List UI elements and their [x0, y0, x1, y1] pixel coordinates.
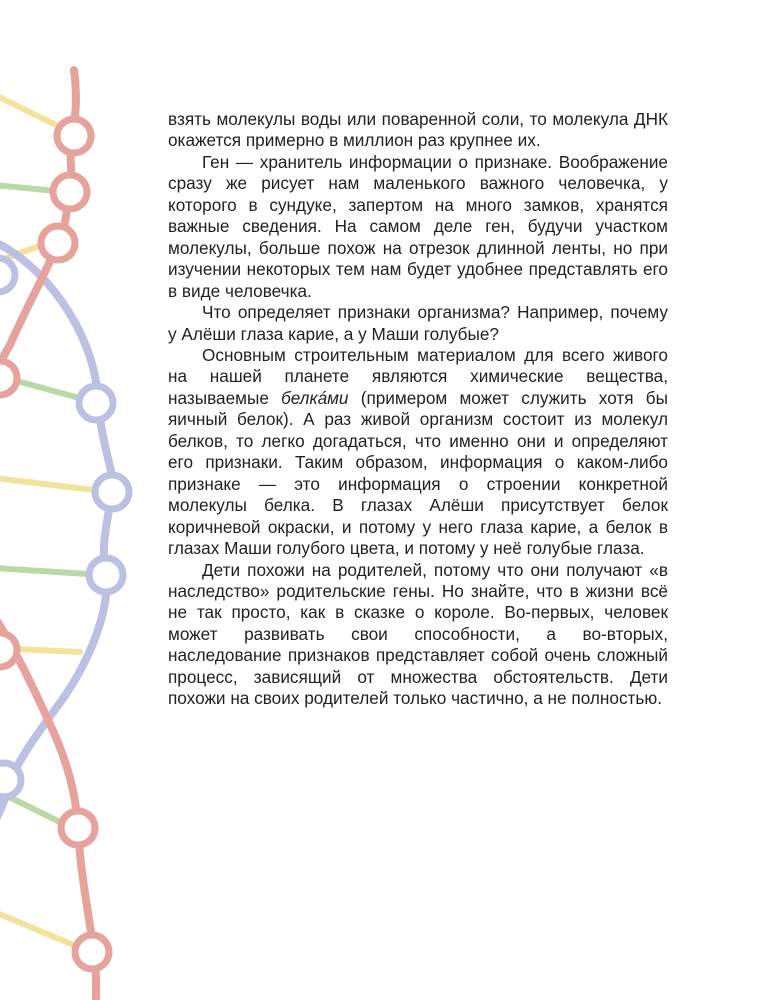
dna-bead [0, 361, 17, 395]
paragraph [168, 345, 668, 560]
dna-bead [0, 258, 15, 292]
paragraph: Что определяет признаки организма? Например, почему у Алёши глаза карие, а у Маши голубые? [168, 302, 668, 344]
paragraph: Дети похожи на родителей, потому что они получают «в наследство» родительские гены. Но знайте, что в жизни всё не так просто, как в сказке о короле. Во-первых, человек может развивать свои способности, а во-вторых, наследование признаков представляет собой очень сложный процесс, зависящий от множества обстоятельств. Дети похожи на своих родителей только частично, а не полностью. [168, 559, 668, 709]
dna-bead [61, 811, 95, 845]
body-text [168, 109, 668, 710]
dna-rung [0, 95, 66, 130]
paragraph-text: Основным строительным материалом для всего живого на нашей планете являются химические вещества, называемые [168, 344, 668, 408]
dna-bead [0, 633, 17, 667]
dna-bead [53, 175, 87, 209]
dna-bead [57, 119, 91, 153]
paragraph-text: (примером может служить хотя бы яичный белок). А раз живой организм состоит из молекул белков, то легко догадаться, что именно они и определяют его признаки. Таким образом, информация о каком-либо признаке — это информация о строении конкретной молекулы белка. В глазах Алёши присутствует белок коричневой окраски, и потому у него глаза карие, а белок в глазах Маши голубого цвета, и потому у неё голубые глаза. [168, 387, 668, 559]
dna-bead [79, 386, 113, 420]
paragraph: Ген — хранитель информации о признаке. Воображение сразу же рисует нам маленького важного человечка, у которого в сундуке, запертом на много замков, хранятся важные сведения. На самом деле ген, будучи участком молекулы, больше похож на отрезок длинной ленты, но при изучении некоторых тем нам будет удобнее представлять его в виде человечка. [168, 151, 668, 301]
dna-bead [75, 935, 109, 969]
dna-bead [0, 763, 21, 797]
paragraph: взять молекулы воды или поваренной соли, то молекула ДНК окажется примерно в миллион раз крупнее их. [168, 109, 668, 151]
dna-helix-illustration [0, 0, 140, 1000]
term-emphasis: белкáми [281, 387, 349, 408]
dna-bead [41, 226, 75, 260]
dna-bead [89, 558, 123, 592]
dna-bead [95, 475, 129, 509]
